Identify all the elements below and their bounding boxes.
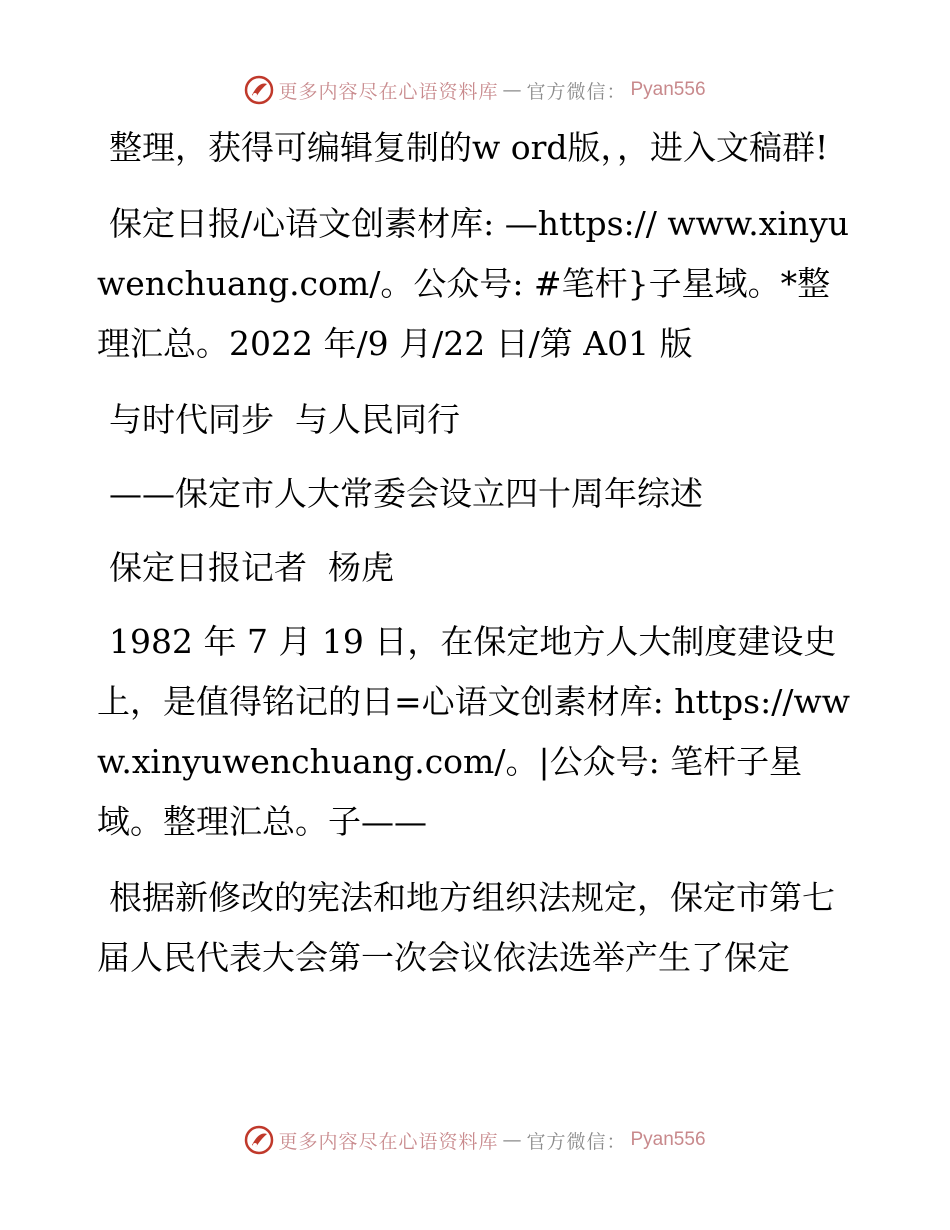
- paragraph-body-2: 根据新修改的宪法和地方组织法规定，保定市第七届人民代表大会第一次会议依法选举产生了保定: [97, 878, 835, 977]
- watermark-id: Pyan556: [630, 1129, 706, 1150]
- watermark-text: 更多内容尽在心语资料库: [278, 1130, 499, 1153]
- article-byline: 保定日报记者 杨虎: [109, 548, 394, 587]
- article-title: 与时代同步 与人民同行: [109, 400, 460, 439]
- watermark-label: 官方微信：: [526, 80, 627, 103]
- paragraph-source: 保定日报/心语文创素材库: —https:// www.xinyuwenchuang.com/。公众号: #笔杆}子星域。*整理汇总。2022 年/9 月/22 日/第 A01 版: [97, 204, 850, 363]
- document-body: [97, 118, 857, 1004]
- watermark-id: Pyan556: [630, 79, 706, 100]
- brand-logo-icon: [244, 75, 274, 105]
- paragraph-intro: 整理，获得可编辑复制的w ord版，，进入文稿群!: [109, 128, 829, 167]
- watermark-label: 官方微信：: [526, 1130, 627, 1153]
- watermark-dash: —: [502, 1129, 523, 1151]
- watermark-dash: —: [502, 79, 523, 101]
- article-subtitle: ——保定市人大常委会设立四十周年综述: [109, 474, 703, 513]
- paragraph-body-1: 1982 年 7 月 19 日，在保定地方人大制度建设史上，是值得铭记的日=心语文创素材库: https://www.xinyuwenchuang.com/。|公众号: 笔杆子星域。整理汇总。子——: [97, 622, 850, 841]
- watermark-text: 更多内容尽在心语资料库: [278, 80, 499, 103]
- header-watermark: [0, 70, 950, 110]
- brand-logo-icon: [244, 1125, 274, 1155]
- footer-watermark: [0, 1120, 950, 1160]
